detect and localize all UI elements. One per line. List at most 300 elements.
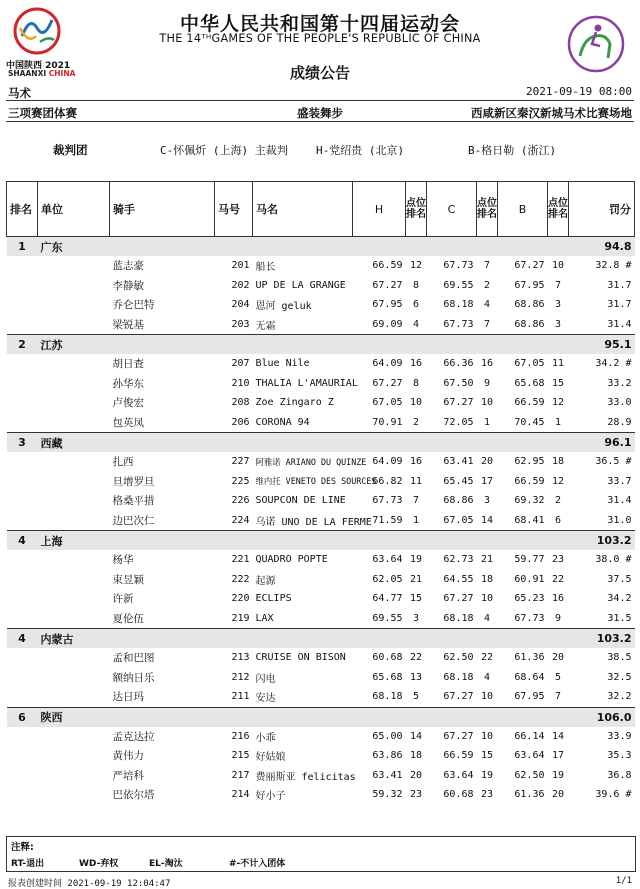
rider-name: 旦增罗旦 [112,475,155,488]
rider-name: 巴依尔塔 [112,789,155,802]
score-c: 63.64 [443,769,474,781]
rank-h: 19 [409,554,423,566]
score-c: 69.55 [443,279,474,291]
judge-b: B-格日勒 (浙江) [468,144,557,157]
penalty: 38.5 [607,652,632,664]
horse-name: Blue Nile [255,358,310,370]
penalty: 39.6 # [595,789,632,801]
horse-name: 维内托 VENETO DES SOURCES [255,476,377,487]
rank-c: 4 [483,671,491,683]
score-b: 70.45 [514,416,545,428]
horse-name: CRUISE ON BISON [255,652,346,664]
score-b: 66.14 [514,730,545,742]
rank-h: 3 [412,612,420,624]
horse-name: 安达 [255,693,276,705]
rider-spacer [7,785,38,805]
rank-b: 6 [554,514,562,526]
team-row [7,433,635,453]
team-score: 95.1 [569,335,635,355]
rider-spacer [38,491,110,511]
col-team: 单位 [38,182,110,237]
rider-spacer [7,295,38,315]
rider-row [7,374,635,394]
score-h: 62.05 [372,573,403,585]
score-h: 60.68 [372,652,403,664]
score-c: 63.41 [443,456,474,468]
team-name: 陕西 [38,707,569,727]
score-b: 68.41 [514,514,545,526]
event-name: 三项赛团体赛 [8,106,77,120]
rider-row [7,668,635,688]
rider-spacer [7,393,38,413]
score-b: 59.77 [514,554,545,566]
team-rank: 1 [7,237,38,257]
rider-spacer [7,374,38,394]
col-h-rank: 点位排名 [406,182,427,237]
rank-c: 7 [483,318,491,330]
rider-name: 卢俊宏 [112,397,144,410]
rider-row [7,570,635,590]
rider-name: 胡日査 [112,358,144,371]
rider-name: 孟和巴图 [112,652,155,665]
rider-row [7,413,635,433]
horse-name: THALIA L'AMAURIAL [255,377,358,389]
rider-row [7,746,635,766]
horse-number: 204 [231,299,250,311]
col-penalty: 罚分 [569,182,635,237]
score-b: 62.50 [514,769,545,781]
score-b: 67.27 [514,260,545,272]
rank-b: 3 [554,299,562,311]
team-rank: 4 [7,629,38,649]
penalty: 33.2 [607,377,632,389]
rider-name: 达日玛 [112,691,144,704]
rank-b: 2 [554,495,562,507]
score-b: 68.64 [514,671,545,683]
rank-b: 20 [551,652,565,664]
rider-spacer [7,609,38,629]
horse-number: 207 [231,358,250,370]
rider-name: 包英凤 [112,416,144,429]
team-rank: 2 [7,335,38,355]
rider-name: 蓝志豪 [112,260,144,273]
rank-b: 20 [551,789,565,801]
rank-h: 21 [409,573,423,585]
rider-row [7,785,635,805]
penalty: 36.5 # [595,456,632,468]
horse-number: 221 [231,554,250,566]
score-c: 67.50 [443,377,474,389]
rider-row [7,648,635,668]
horse-number: 224 [231,514,250,526]
penalty: 32.5 [607,671,632,683]
score-b: 69.32 [514,495,545,507]
rider-name: 梁锐基 [112,318,144,331]
rider-name: 边巴次仁 [112,514,155,527]
rank-b: 11 [551,358,565,370]
rank-b: 9 [554,612,562,624]
horse-number: 226 [231,495,250,507]
rank-b: 7 [554,691,562,703]
score-h: 71.59 [372,514,403,526]
col-c: C [427,182,477,237]
rank-c: 21 [480,554,494,566]
rank-h: 22 [409,652,423,664]
team-row [7,335,635,355]
penalty: 31.5 [607,612,632,624]
rank-c: 14 [480,514,494,526]
rider-spacer [38,589,110,609]
rider-spacer [7,766,38,786]
score-b: 67.95 [514,279,545,291]
rider-spacer [38,550,110,570]
team-score: 94.8 [569,237,635,257]
horse-name: 费丽斯亚 felicitas [255,771,356,783]
score-h: 65.68 [372,671,403,683]
rank-c: 15 [480,750,494,762]
score-c: 67.73 [443,318,474,330]
score-h: 67.27 [372,377,403,389]
horse-number: 217 [231,769,250,781]
rider-row [7,472,635,492]
rider-spacer [38,727,110,747]
horse-name: UP DE LA GRANGE [255,279,346,291]
divider [6,100,634,101]
rank-h: 13 [409,671,423,683]
rider-row [7,727,635,747]
penalty: 31.4 [607,318,632,330]
rank-h: 6 [412,299,420,311]
horse-name: ECLIPS [255,593,292,605]
rider-name: 夏伦伍 [112,612,144,625]
score-h: 64.77 [372,593,403,605]
horse-number: 213 [231,652,250,664]
rider-name: 孙华东 [112,377,144,390]
rider-row [7,766,635,786]
rank-c: 20 [480,456,494,468]
score-b: 63.64 [514,750,545,762]
horse-number: 210 [231,377,250,389]
rider-row [7,589,635,609]
score-c: 67.73 [443,260,474,272]
horse-name: SOUPCON DE LINE [255,495,346,507]
venue-name: 西咸新区秦汉新城马术比赛场地 [471,106,632,120]
horse-name: 恩河 geluk [255,301,312,313]
page-number: 1/1 [615,876,632,886]
horse-number: 227 [231,456,250,468]
rank-h: 18 [409,750,423,762]
horse-name: 好姑娘 [255,752,286,764]
rank-c: 10 [480,397,494,409]
rider-row [7,354,635,374]
logo-line1: 中国陕西 2021 [6,61,71,71]
horse-number: 225 [231,475,250,487]
rider-name: 乔仑巴特 [112,299,155,312]
rank-c: 23 [480,789,494,801]
rider-spacer [7,491,38,511]
score-h: 67.73 [372,495,403,507]
score-c: 68.18 [443,612,474,624]
col-rank: 排名 [7,182,38,237]
rank-h: 1 [412,514,420,526]
score-h: 63.64 [372,554,403,566]
results-body [7,237,635,805]
team-row [7,629,635,649]
team-name: 广东 [38,237,569,257]
rider-spacer [7,256,38,276]
rank-b: 23 [551,554,565,566]
horse-name: 阿雅诺 ARIANO DU QUINZE [255,456,367,467]
rank-c: 4 [483,612,491,624]
rank-h: 12 [409,260,423,272]
horse-number: 222 [231,573,250,585]
team-row [7,237,635,257]
rank-b: 7 [554,279,562,291]
report-datetime: 2021-09-19 08:00 [526,85,632,98]
score-b: 66.59 [514,475,545,487]
legend-el: EL-淘汰 [149,859,183,869]
penalty: 33.7 [607,475,632,487]
score-c: 64.55 [443,573,474,585]
rider-name: 格桑平措 [112,495,155,508]
score-h: 59.32 [372,789,403,801]
rank-h: 23 [409,789,423,801]
rank-h: 14 [409,730,423,742]
rider-row [7,491,635,511]
score-h: 65.00 [372,730,403,742]
col-horse: 马名 [253,182,353,237]
rider-spacer [38,570,110,590]
legend-excluded: #-不计入团体 [229,859,286,869]
notes-box [6,836,636,872]
notes-label: 注释: [11,842,34,853]
penalty: 35.3 [607,750,632,762]
horse-name: 起源 [255,575,276,587]
rank-h: 20 [409,769,423,781]
rider-spacer [38,393,110,413]
score-h: 69.55 [372,612,403,624]
rank-b: 10 [551,260,565,272]
score-b: 68.86 [514,299,545,311]
rider-spacer [38,648,110,668]
team-score: 103.2 [569,531,635,551]
rider-spacer [7,472,38,492]
rank-c: 10 [480,691,494,703]
rider-name: 许新 [112,593,134,606]
rank-c: 3 [483,495,491,507]
score-h: 67.05 [372,397,403,409]
score-c: 67.27 [443,593,474,605]
doc-title: 成绩公告 [289,64,350,82]
rank-c: 22 [480,652,494,664]
score-b: 67.95 [514,691,545,703]
rank-c: 10 [480,730,494,742]
horse-name: 小乖 [255,732,276,744]
rank-c: 16 [480,358,494,370]
team-name: 西藏 [38,433,569,453]
score-b: 65.23 [514,593,545,605]
score-c: 66.36 [443,358,474,370]
penalty: 32.8 # [595,260,632,272]
divider [6,121,634,122]
penalty: 31.7 [607,299,632,311]
rank-b: 22 [551,573,565,585]
score-h: 63.41 [372,769,403,781]
score-h: 68.18 [372,691,403,703]
col-c-rank: 点位排名 [477,182,498,237]
rank-c: 7 [483,260,491,272]
rank-c: 1 [483,416,491,428]
discipline-name: 盛装舞步 [297,106,343,120]
legend-wd: WD-弃权 [79,859,119,869]
team-rank: 3 [7,433,38,453]
rank-h: 5 [412,691,420,703]
horse-name: CORONA 94 [255,416,310,428]
rider-name: 杨华 [112,554,134,567]
score-c: 67.27 [443,397,474,409]
rider-row [7,393,635,413]
score-b: 68.86 [514,318,545,330]
team-name: 内蒙古 [38,629,569,649]
score-h: 70.91 [372,416,403,428]
rider-name: 扎西 [112,456,134,469]
horse-name: QUADRO POPTE [255,554,328,566]
rider-spacer [38,276,110,296]
horse-name: 船长 [255,262,276,274]
score-h: 66.59 [372,260,403,272]
horse-name: 好小子 [255,791,286,803]
rider-spacer [7,727,38,747]
penalty: 36.8 [607,769,632,781]
penalty: 31.0 [607,514,632,526]
team-row [7,707,635,727]
rank-h: 15 [409,593,423,605]
rider-spacer [7,589,38,609]
penalty: 33.9 [607,730,632,742]
rider-spacer [38,452,110,472]
rider-spacer [38,668,110,688]
table-header [7,182,635,237]
logo-line2b: CHINA [48,69,76,78]
team-name: 上海 [38,531,569,551]
team-score: 106.0 [569,707,635,727]
horse-number: 208 [231,397,250,409]
rider-spacer [7,687,38,707]
sport-name: 马术 [8,86,31,100]
rider-spacer [7,570,38,590]
judge-h: H-党绍贵 (北京) [316,144,405,157]
rank-c: 2 [483,279,491,291]
rank-b: 5 [554,671,562,683]
penalty: 34.2 [607,593,632,605]
games-title: 中华人民共和国第十四届运动会 [179,13,460,35]
logo-line2a: SHAANXI [8,69,47,78]
rank-h: 16 [409,358,423,370]
score-c: 68.18 [443,299,474,311]
score-c: 65.45 [443,475,474,487]
rider-spacer [38,511,110,531]
penalty: 31.7 [607,279,632,291]
horse-name: Zoe Zingaro Z [255,397,334,409]
score-h: 63.86 [372,750,403,762]
jury-label: 裁判团 [53,143,88,157]
horse-number: 219 [231,612,250,624]
score-c: 60.68 [443,789,474,801]
rank-b: 12 [551,475,565,487]
rider-row [7,511,635,531]
horse-number: 212 [231,671,250,683]
rider-spacer [38,785,110,805]
horse-number: 201 [231,260,250,272]
rank-c: 18 [480,573,494,585]
rank-h: 11 [409,475,423,487]
penalty: 32.2 [607,691,632,703]
team-score: 96.1 [569,433,635,453]
score-c: 67.27 [443,691,474,703]
col-horse-no: 马号 [215,182,253,237]
team-name: 江苏 [38,335,569,355]
rank-b: 3 [554,318,562,330]
horse-number: 211 [231,691,250,703]
rider-name: 严培科 [112,769,144,782]
score-c: 62.73 [443,554,474,566]
rank-h: 7 [412,495,420,507]
rank-b: 12 [551,397,565,409]
team-rank: 4 [7,531,38,551]
rider-spacer [7,746,38,766]
score-b: 62.95 [514,456,545,468]
rank-b: 1 [554,416,562,428]
rider-spacer [7,276,38,296]
horse-number: 216 [231,730,250,742]
created-time: 报表创建时间 2021-09-19 12:04:47 [8,879,171,889]
score-b: 60.91 [514,573,545,585]
horse-name: 乌诺 UNO DE LA FERME [255,516,372,528]
rider-spacer [38,746,110,766]
team-score: 103.2 [569,629,635,649]
rider-row [7,452,635,472]
score-c: 67.27 [443,730,474,742]
rider-spacer [7,648,38,668]
rider-spacer [38,472,110,492]
penalty: 38.0 # [595,554,632,566]
rank-c: 17 [480,475,494,487]
rider-spacer [38,295,110,315]
horse-number: 214 [231,789,250,801]
score-c: 72.05 [443,416,474,428]
score-b: 67.05 [514,358,545,370]
rider-spacer [7,354,38,374]
rider-name: 额纳日乐 [112,671,155,684]
rider-spacer [38,256,110,276]
rank-c: 19 [480,769,494,781]
rank-h: 16 [409,456,423,468]
results-table [6,181,635,805]
col-rider: 骑手 [110,182,215,237]
rider-row [7,687,635,707]
rider-row [7,295,635,315]
horse-number: 203 [231,318,250,330]
rider-spacer [38,354,110,374]
rider-spacer [38,766,110,786]
score-h: 64.09 [372,358,403,370]
rank-b: 16 [551,593,565,605]
rank-c: 4 [483,299,491,311]
rider-row [7,276,635,296]
score-h: 66.82 [372,475,403,487]
rider-row [7,315,635,335]
horse-number: 206 [231,416,250,428]
